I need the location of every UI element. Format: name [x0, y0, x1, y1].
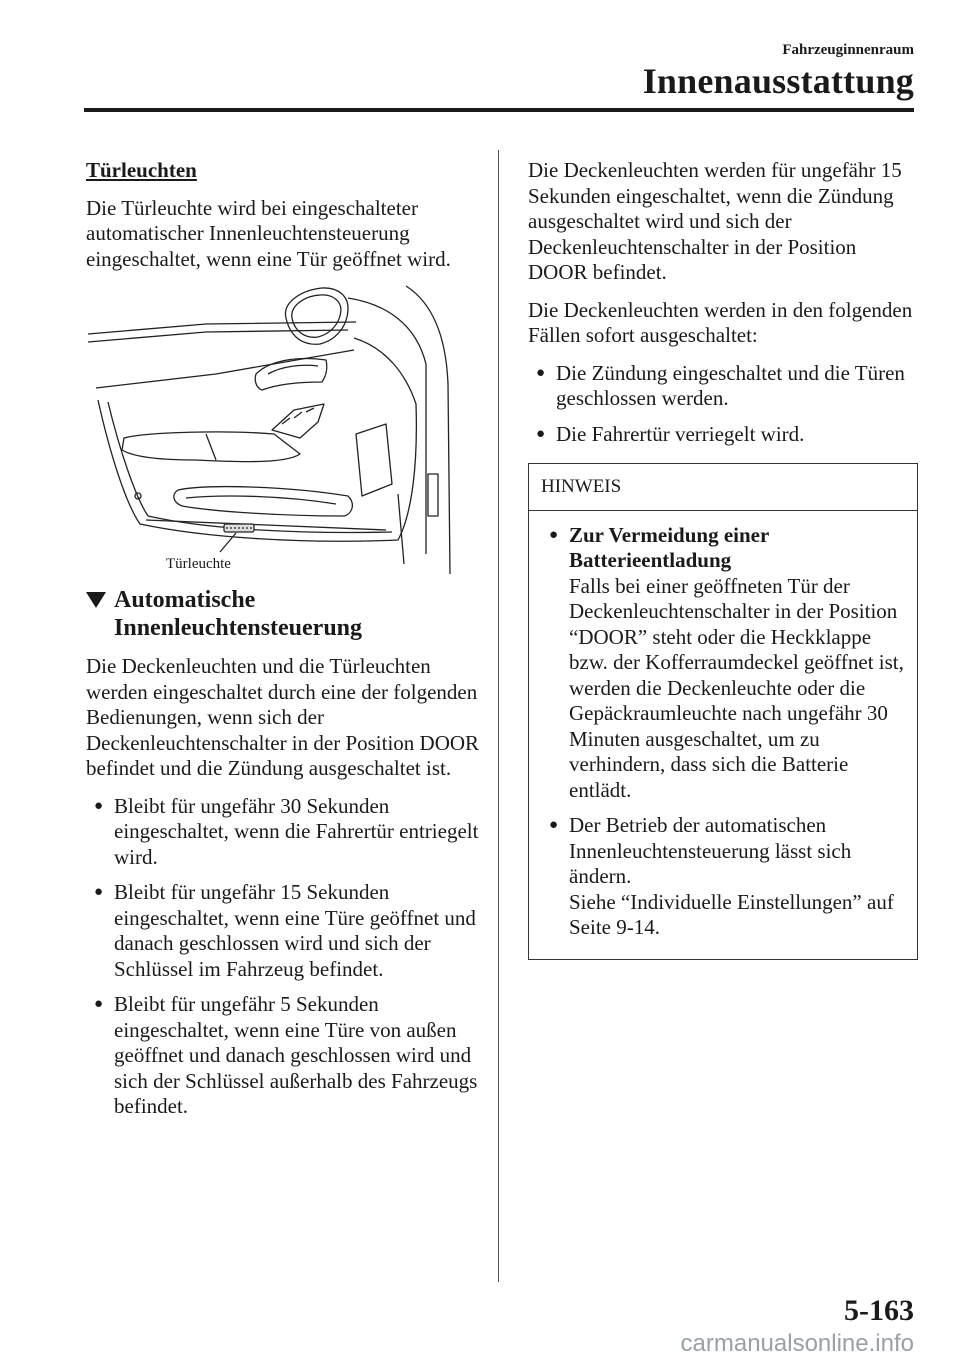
page-number: 5-163 — [844, 1294, 914, 1327]
list-item-text: Bleibt für ungefähr 15 Sekunden eingeschaltet, wenn eine Türe geöffnet und danach geschlossen wird und sich der Schlüssel im Fahrzeug befindet. — [114, 880, 476, 981]
right-paragraph-1: Die Deckenleuchten werden für ungefähr 15 Sekunden eingeschaltet, wenn die Zündung ausgeschaltet wird und sich der Deckenleuchtenschalter in der Position DOOR befindet. — [528, 158, 902, 284]
note-list — [541, 523, 905, 941]
figure-label: Türleuchte — [166, 556, 231, 572]
note-item-text: Falls bei einer geöffneten Tür der Deckenleuchtenschalter in der Position “DOOR” steht oder die Heckklappe bzw. der Kofferraumdeckel geöffnet ist, werden die Deckenleuchte oder die Gepäckraumleuchte nach ungefähr 30 Minuten ausgeschaltet, um zu verhindern, dass sich die Batterie entlädt. — [569, 573, 904, 802]
header-rule — [84, 108, 914, 112]
list-item — [86, 880, 481, 982]
list-item-text: Die Fahrertür verriegelt wird. — [556, 421, 805, 446]
intro-paragraph: Die Türleuchte wird bei eingeschalteter automatischer Innenleuchtensteuerung eingeschaltet, wenn eine Tür geöffnet wird. — [86, 195, 451, 271]
bullet-icon: ● — [94, 884, 104, 900]
list-item — [528, 361, 918, 412]
right-column — [528, 158, 918, 960]
note-body — [529, 511, 917, 959]
list-item — [528, 422, 918, 448]
note-title: HINWEIS — [529, 464, 917, 511]
column-divider — [498, 150, 499, 1282]
list-item-text: Bleibt für ungefähr 5 Sekunden eingeschaltet, wenn eine Türe von außen geöffnet und danach geschlossen wird und sich der Schlüssel außerhalb des Fahrzeugs befindet. — [114, 992, 478, 1118]
body-paragraph: Die Deckenleuchten und die Türleuchten werden eingeschaltet durch eine der folgenden Bedienungen, wenn sich der Deckenleuchtenschalter in der Position DOOR befindet und die Zündung ausgeschaltet ist. — [86, 654, 480, 780]
list-item — [86, 992, 481, 1120]
header-title: Innenausstattung — [642, 61, 914, 101]
note-box — [528, 463, 918, 960]
heading-line-1: Automatische — [114, 587, 256, 613]
note-item-heading: Zur Vermeidung einer Batterieentladung — [569, 522, 769, 572]
bullet-icon: ● — [94, 797, 104, 814]
bullet-icon: ● — [549, 526, 559, 543]
left-column — [86, 158, 481, 1130]
list-item-text: Bleibt für ungefähr 30 Sekunden eingeschaltet, wenn die Fahrertür entriegelt wird. — [114, 793, 479, 869]
door-drawing — [86, 284, 466, 574]
off-condition-list — [528, 361, 918, 448]
door-illustration — [86, 284, 466, 574]
list-item — [86, 794, 481, 871]
list-item — [541, 523, 905, 804]
bullet-icon: ● — [94, 996, 104, 1012]
triangle-marker-icon — [86, 592, 106, 608]
note-item-text: Der Betrieb der automatischen Innenleuchtensteuerung lässt sich ändern. — [569, 813, 852, 888]
heading-line-2: Innenleuchtensteuerung — [114, 615, 363, 641]
bullet-icon: ● — [536, 425, 546, 442]
watermark: carmanualsonline.info — [680, 1330, 914, 1357]
list-item — [541, 813, 905, 941]
bullet-icon: ● — [549, 817, 559, 833]
list-item-text: Die Zündung eingeschaltet und die Türen geschlossen werden. — [556, 360, 905, 410]
condition-list — [86, 794, 481, 1120]
note-item-reference: Siehe “Individuelle Einstellungen” auf Seite 9-14. — [569, 889, 894, 939]
section-title: Türleuchten — [86, 158, 197, 182]
header-subtitle: Fahrzeuginnenraum — [782, 42, 914, 58]
section-heading — [86, 586, 481, 642]
bullet-icon: ● — [536, 364, 546, 381]
right-paragraph-2: Die Deckenleuchten werden in den folgenden Fällen sofort ausgeschaltet: — [528, 297, 913, 347]
